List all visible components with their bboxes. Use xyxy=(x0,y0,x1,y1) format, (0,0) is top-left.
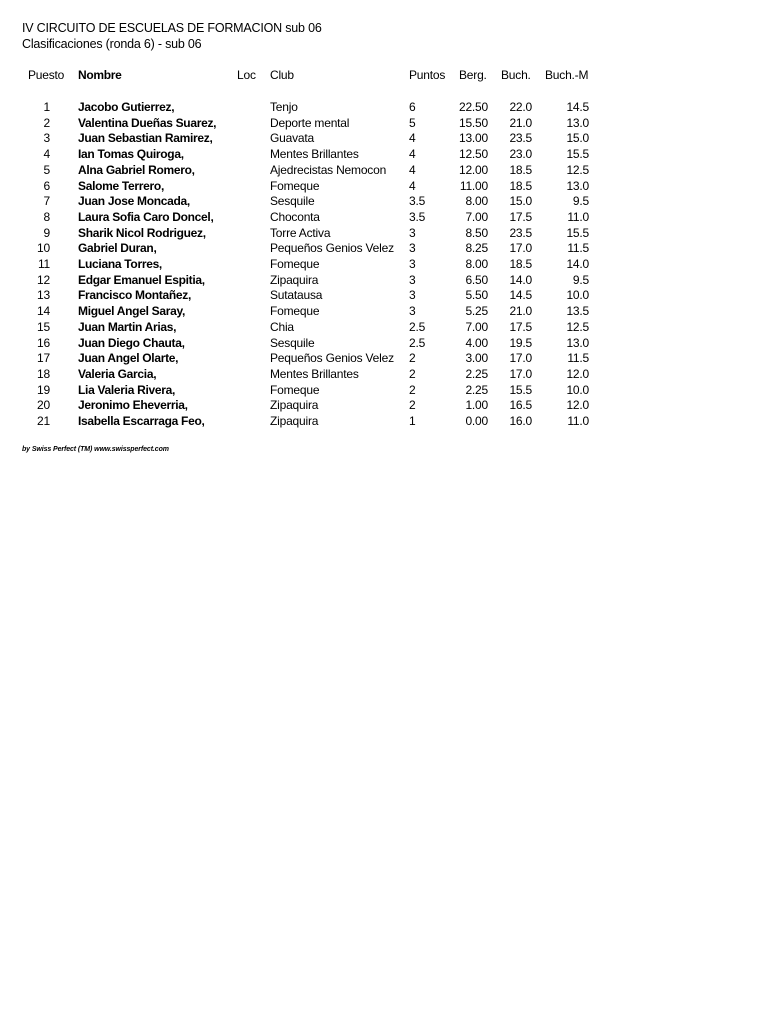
cell-nombre: Isabella Escarraga Feo, xyxy=(78,414,205,428)
cell-buch-m: 13.0 xyxy=(566,178,589,193)
cell-puesto: 2 xyxy=(43,115,50,130)
table-row xyxy=(0,303,768,319)
table-row xyxy=(0,335,768,351)
cell-puesto: 3 xyxy=(43,131,50,146)
table-row xyxy=(0,240,768,256)
table-row xyxy=(0,272,768,288)
table-row xyxy=(0,366,768,382)
cell-club: Tenjo xyxy=(270,100,298,114)
cell-berg: 12.00 xyxy=(458,162,488,177)
cell-buch: 17.0 xyxy=(509,351,532,366)
cell-berg: 15.50 xyxy=(458,115,488,130)
cell-berg: 3.00 xyxy=(465,351,488,366)
cell-berg: 6.50 xyxy=(465,272,488,287)
cell-club: Fomeque xyxy=(270,257,320,271)
cell-buch-m: 12.5 xyxy=(566,162,589,177)
cell-buch: 18.5 xyxy=(509,257,532,271)
cell-puntos: 2 xyxy=(409,382,416,397)
header-loc: Loc xyxy=(237,68,256,82)
cell-puntos: 3 xyxy=(409,225,416,240)
cell-puntos: 4 xyxy=(409,162,416,177)
cell-buch-m: 9.5 xyxy=(572,272,589,287)
table-row xyxy=(0,146,768,162)
cell-buch-m: 13.0 xyxy=(566,335,589,350)
cell-puntos: 5 xyxy=(409,115,416,130)
header-buch-m: Buch.-M xyxy=(545,68,589,82)
cell-club: Sesquile xyxy=(270,335,315,350)
cell-puntos: 6 xyxy=(409,100,416,114)
cell-puesto: 7 xyxy=(43,194,50,209)
cell-buch: 17.0 xyxy=(509,366,532,381)
cell-buch: 21.0 xyxy=(509,304,532,319)
header-puntos: Puntos xyxy=(409,68,446,82)
cell-berg: 12.50 xyxy=(458,147,488,162)
table-row xyxy=(0,287,768,303)
cell-berg: 4.00 xyxy=(465,335,488,350)
cell-club: Zipaquira xyxy=(270,414,319,428)
cell-berg: 11.00 xyxy=(459,178,488,193)
cell-berg: 22.50 xyxy=(458,100,488,114)
cell-puesto: 17 xyxy=(37,351,50,366)
table-row xyxy=(0,162,768,178)
cell-buch-m: 14.5 xyxy=(566,100,589,114)
cell-buch: 18.5 xyxy=(509,178,532,193)
header-puesto: Puesto xyxy=(28,68,65,82)
cell-buch: 14.0 xyxy=(509,272,532,287)
table-row xyxy=(0,130,768,146)
cell-puntos: 3 xyxy=(409,288,416,303)
cell-club: Sesquile xyxy=(270,194,315,209)
cell-buch-m: 11.0 xyxy=(567,209,589,224)
header-nombre: Nombre xyxy=(78,68,122,82)
cell-club: Deporte mental xyxy=(270,115,350,130)
cell-club: Ajedrecistas Nemocon xyxy=(270,162,387,177)
cell-puntos: 3 xyxy=(409,257,416,271)
cell-berg: 1.00 xyxy=(465,398,488,413)
cell-buch: 23.5 xyxy=(509,225,532,240)
cell-buch-m: 15.0 xyxy=(566,131,589,146)
cell-club: Fomeque xyxy=(270,304,320,319)
cell-berg: 8.00 xyxy=(465,194,488,209)
cell-nombre: Gabriel Duran, xyxy=(78,241,157,256)
cell-nombre: Juan Angel Olarte, xyxy=(78,351,179,366)
cell-nombre: Laura Sofia Caro Doncel, xyxy=(78,209,214,224)
cell-buch: 19.5 xyxy=(509,335,532,350)
cell-buch-m: 12.0 xyxy=(566,398,589,413)
table-row xyxy=(0,319,768,335)
cell-club: Mentes Brillantes xyxy=(270,147,359,162)
cell-berg: 8.50 xyxy=(465,225,488,240)
table-row xyxy=(0,209,768,225)
cell-berg: 13.00 xyxy=(458,131,488,146)
cell-berg: 5.50 xyxy=(465,288,488,303)
table-row xyxy=(0,115,768,131)
cell-buch-m: 11.0 xyxy=(567,414,589,428)
table-row xyxy=(0,193,768,209)
cell-puesto: 10 xyxy=(37,241,50,256)
table-row xyxy=(0,225,768,241)
cell-berg: 8.00 xyxy=(465,257,488,271)
cell-nombre: Juan Diego Chauta, xyxy=(78,335,185,350)
cell-puesto: 8 xyxy=(43,209,50,224)
cell-club: Zipaquira xyxy=(270,272,319,287)
cell-buch: 18.5 xyxy=(509,162,532,177)
cell-nombre: Jeronimo Eheverria, xyxy=(78,398,188,413)
cell-club: Chia xyxy=(270,319,294,334)
cell-berg: 2.25 xyxy=(465,382,488,397)
cell-puntos: 2 xyxy=(409,398,416,413)
cell-buch-m: 14.0 xyxy=(566,257,589,271)
cell-buch: 16.0 xyxy=(509,414,532,428)
header-berg: Berg. xyxy=(459,68,487,82)
cell-puesto: 20 xyxy=(37,398,50,413)
cell-buch: 17.5 xyxy=(509,319,532,334)
cell-buch-m: 9.5 xyxy=(572,194,589,209)
cell-berg: 8.25 xyxy=(465,241,488,256)
cell-puntos: 1 xyxy=(409,414,416,428)
cell-puntos: 3.5 xyxy=(409,209,426,224)
table-row xyxy=(0,382,768,398)
cell-club: Torre Activa xyxy=(270,225,331,240)
cell-puesto: 9 xyxy=(43,225,50,240)
cell-club: Sutatausa xyxy=(270,288,323,303)
cell-nombre: Edgar Emanuel Espitia, xyxy=(78,272,205,287)
cell-puesto: 19 xyxy=(37,382,50,397)
cell-nombre: Jacobo Gutierrez, xyxy=(78,100,175,114)
cell-puesto: 15 xyxy=(37,319,50,334)
cell-puesto: 21 xyxy=(37,414,50,428)
cell-buch: 16.5 xyxy=(509,398,532,413)
document-subtitle: Clasificaciones (ronda 6) - sub 06 xyxy=(22,37,202,51)
cell-buch: 17.0 xyxy=(509,241,532,256)
cell-puntos: 2 xyxy=(409,351,416,366)
cell-nombre: Juan Martin Arias, xyxy=(78,319,177,334)
table-row xyxy=(0,413,768,429)
cell-puesto: 16 xyxy=(37,335,50,350)
cell-club: Fomeque xyxy=(270,178,320,193)
cell-buch-m: 11.5 xyxy=(567,351,589,366)
cell-berg: 7.00 xyxy=(465,319,488,334)
cell-puntos: 2 xyxy=(409,366,416,381)
cell-puntos: 3.5 xyxy=(409,194,426,209)
cell-buch-m: 13.0 xyxy=(566,115,589,130)
cell-buch: 23.0 xyxy=(509,147,532,162)
cell-buch-m: 10.0 xyxy=(566,382,589,397)
cell-puesto: 1 xyxy=(43,100,50,114)
footer-credit: by Swiss Perfect (TM) www.swissperfect.com xyxy=(22,446,169,453)
cell-puesto: 18 xyxy=(37,366,50,381)
table-header xyxy=(0,67,768,83)
cell-club: Pequeños Genios Velez xyxy=(270,351,394,366)
cell-puesto: 13 xyxy=(37,288,50,303)
cell-buch: 21.0 xyxy=(509,115,532,130)
cell-puesto: 11 xyxy=(37,257,50,271)
cell-buch-m: 13.5 xyxy=(566,304,589,319)
cell-puesto: 5 xyxy=(43,162,50,177)
cell-buch-m: 15.5 xyxy=(566,225,589,240)
table-row xyxy=(0,350,768,366)
table-row xyxy=(0,178,768,194)
cell-puntos: 3 xyxy=(409,241,416,256)
cell-buch: 15.5 xyxy=(509,382,532,397)
cell-nombre: Ian Tomas Quiroga, xyxy=(78,147,184,162)
cell-berg: 0.00 xyxy=(465,414,488,428)
cell-buch-m: 12.5 xyxy=(566,319,589,334)
cell-nombre: Lia Valeria Rivera, xyxy=(78,382,176,397)
cell-puntos: 3 xyxy=(409,272,416,287)
cell-club: Fomeque xyxy=(270,382,320,397)
cell-berg: 2.25 xyxy=(465,366,488,381)
header-buch: Buch. xyxy=(501,68,531,82)
cell-puesto: 12 xyxy=(37,272,50,287)
cell-puntos: 2.5 xyxy=(409,335,426,350)
cell-buch: 14.5 xyxy=(509,288,532,303)
cell-puesto: 4 xyxy=(43,147,50,162)
cell-nombre: Juan Sebastian Ramirez, xyxy=(78,131,213,146)
cell-puntos: 4 xyxy=(409,131,416,146)
cell-buch-m: 10.0 xyxy=(566,288,589,303)
cell-nombre: Sharik Nicol Rodriguez, xyxy=(78,225,206,240)
cell-nombre: Alna Gabriel Romero, xyxy=(78,162,195,177)
cell-buch: 15.0 xyxy=(509,194,532,209)
table-row xyxy=(0,397,768,413)
cell-club: Choconta xyxy=(270,209,320,224)
cell-nombre: Miguel Angel Saray, xyxy=(78,304,185,319)
cell-club: Mentes Brillantes xyxy=(270,366,359,381)
cell-puesto: 14 xyxy=(37,304,50,319)
cell-buch-m: 11.5 xyxy=(567,241,589,256)
cell-puntos: 4 xyxy=(409,147,416,162)
cell-buch: 17.5 xyxy=(509,209,532,224)
cell-berg: 7.00 xyxy=(465,209,488,224)
cell-club: Zipaquira xyxy=(270,398,319,413)
cell-buch-m: 12.0 xyxy=(566,366,589,381)
cell-puntos: 4 xyxy=(409,178,416,193)
table-row xyxy=(0,99,768,115)
cell-buch: 22.0 xyxy=(509,100,532,114)
cell-club: Guavata xyxy=(270,131,314,146)
cell-nombre: Valeria Garcia, xyxy=(78,366,157,381)
cell-nombre: Juan Jose Moncada, xyxy=(78,194,190,209)
header-club: Club xyxy=(270,68,294,82)
cell-nombre: Valentina Dueñas Suarez, xyxy=(78,115,217,130)
cell-nombre: Francisco Montañez, xyxy=(78,288,191,303)
cell-berg: 5.25 xyxy=(465,304,488,319)
cell-club: Pequeños Genios Velez xyxy=(270,241,394,256)
cell-puntos: 3 xyxy=(409,304,416,319)
cell-puntos: 2.5 xyxy=(409,319,426,334)
document-title: IV CIRCUITO DE ESCUELAS DE FORMACION sub 06 xyxy=(22,21,322,35)
cell-nombre: Salome Terrero, xyxy=(78,178,164,193)
cell-buch: 23.5 xyxy=(509,131,532,146)
table-row xyxy=(0,256,768,272)
cell-nombre: Luciana Torres, xyxy=(78,257,162,271)
cell-puesto: 6 xyxy=(43,178,50,193)
cell-buch-m: 15.5 xyxy=(566,147,589,162)
